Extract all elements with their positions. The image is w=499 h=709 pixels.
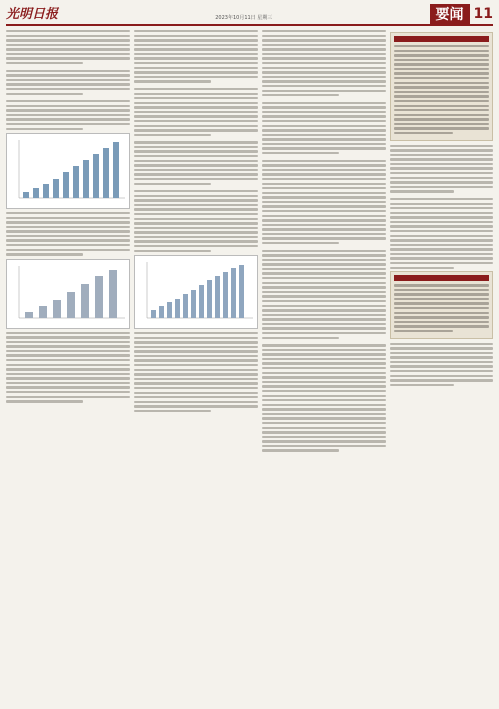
- column-1: [6, 30, 130, 703]
- masthead: [6, 4, 493, 26]
- column-4: [390, 30, 493, 703]
- chart-3: [134, 255, 258, 329]
- column-3: [262, 30, 386, 703]
- chart-1: [6, 133, 130, 209]
- chart-2: [6, 259, 130, 329]
- boxed-list-2: [390, 271, 493, 338]
- date-line: 2023年10月11日 星期三: [215, 15, 273, 21]
- column-2: [134, 30, 258, 703]
- newspaper-logo: 光明日报: [6, 7, 59, 22]
- page-number: 11: [473, 6, 493, 22]
- section-name: 要闻: [430, 4, 470, 24]
- boxed-list: [390, 32, 493, 141]
